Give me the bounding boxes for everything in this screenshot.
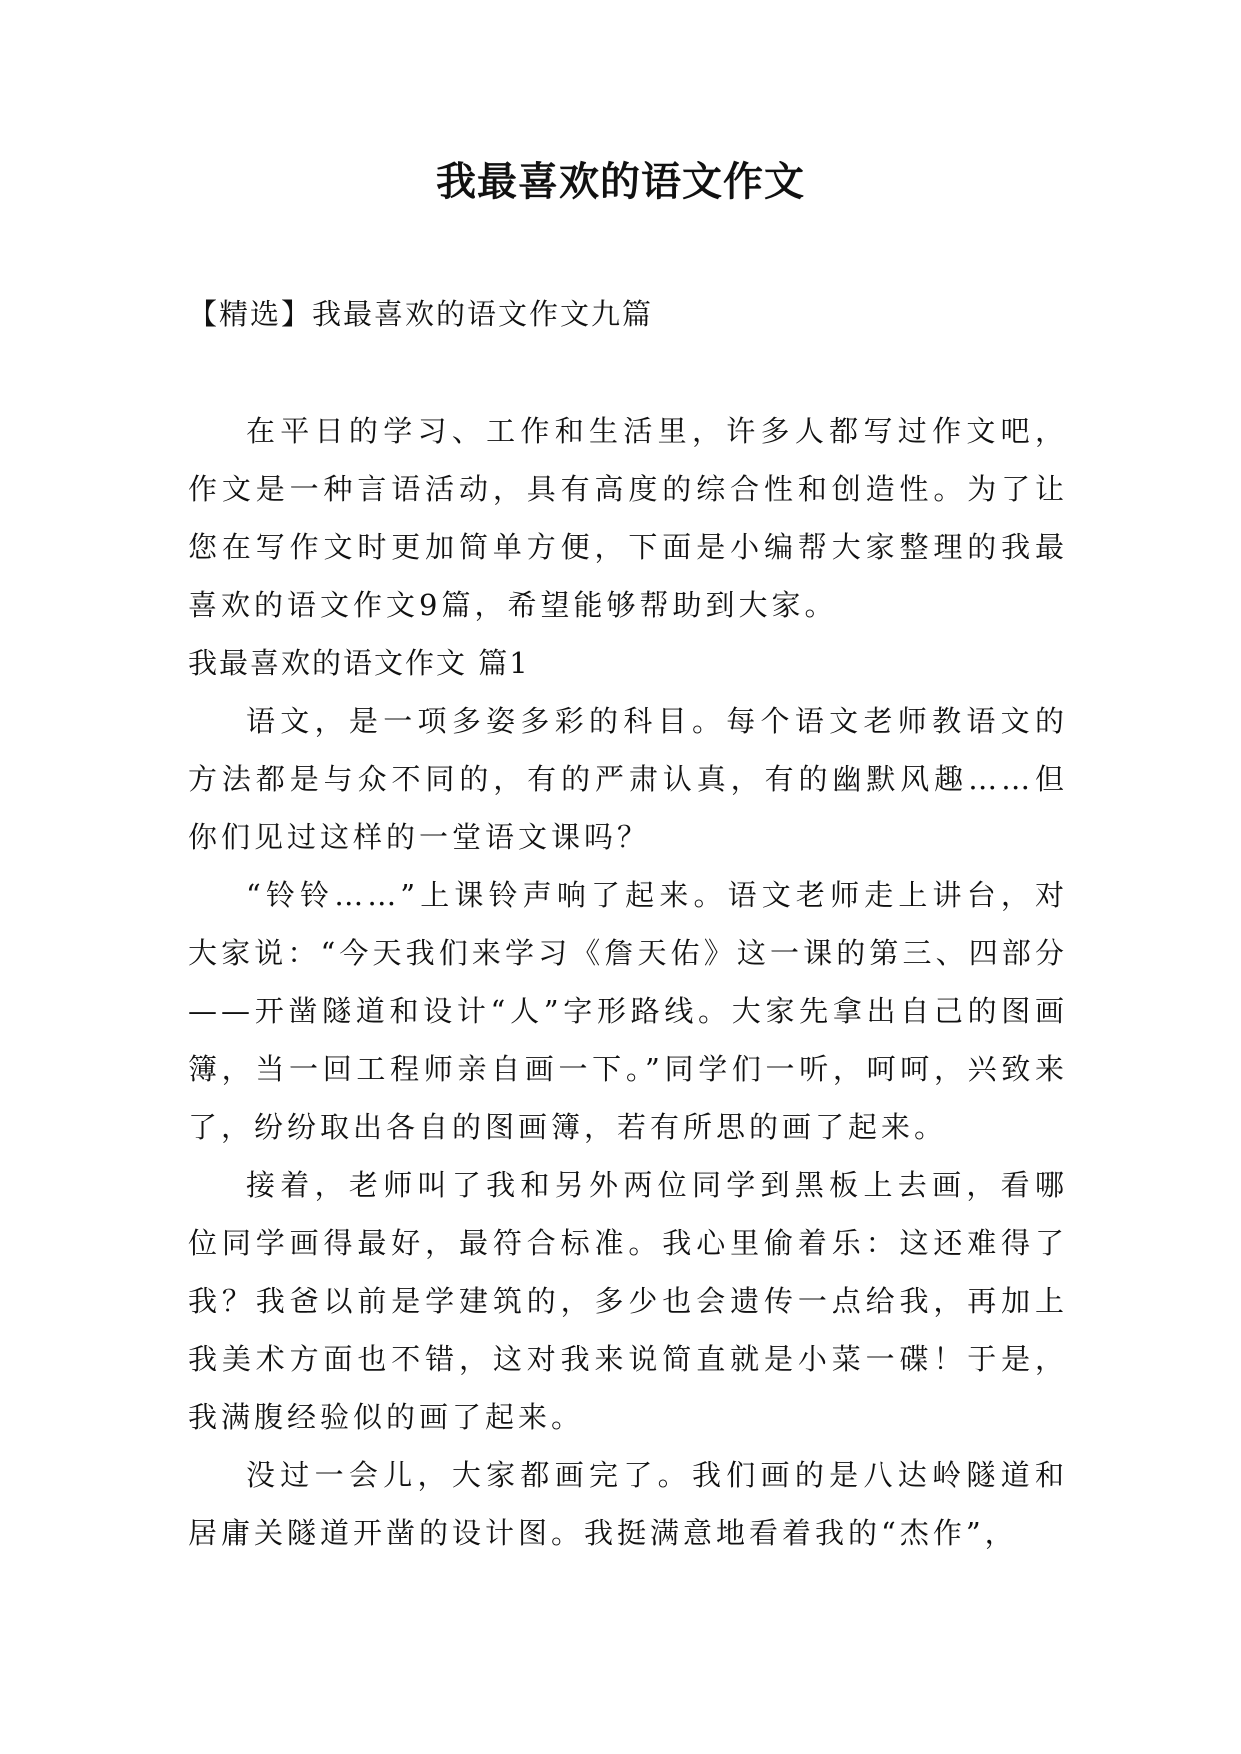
intro-paragraph: 在平日的学习、工作和生活里，许多人都写过作文吧，作文是一种言语活动，具有高度的综合性和创造性。为了让您在写作文时更加简单方便，下面是小编帮大家整理的我最喜欢的语文作文9篇，希望能够帮助到大家。 xyxy=(188,414,1068,622)
body-paragraph: 没过一会儿，大家都画完了。我们画的是八达岭隧道和居庸关隧道开凿的设计图。我挺满意地看着我的“杰作”， xyxy=(188,1458,1068,1550)
section-heading: 我最喜欢的语文作文 篇1 xyxy=(188,646,530,680)
document-title: 我最喜欢的语文作文 xyxy=(436,158,805,205)
body-paragraph: “铃铃……”上课铃声响了起来。语文老师走上讲台，对大家说：“今天我们来学习《詹天佑》这一课的第三、四部分——开凿隧道和设计“人”字形路线。大家先拿出自己的图画簿，当一回工程师亲自画一下。”同学们一听，呵呵，兴致来了，纷纷取出各自的图画簿，若有所思的画了起来。 xyxy=(188,878,1068,1144)
document-subtitle: 【精选】我最喜欢的语文作文九篇 xyxy=(188,297,654,331)
body-paragraph: 接着，老师叫了我和另外两位同学到黑板上去画，看哪位同学画得最好，最符合标准。我心里偷着乐：这还难得了我？我爸以前是学建筑的，多少也会遗传一点给我，再加上我美术方面也不错，这对我来说简直就是小菜一碟！于是，我满腹经验似的画了起来。 xyxy=(188,1168,1068,1434)
body-paragraph: 语文，是一项多姿多彩的科目。每个语文老师教语文的方法都是与众不同的，有的严肃认真，有的幽默风趣……但你们见过这样的一堂语文课吗？ xyxy=(188,704,1068,854)
document-body xyxy=(188,402,1068,1562)
